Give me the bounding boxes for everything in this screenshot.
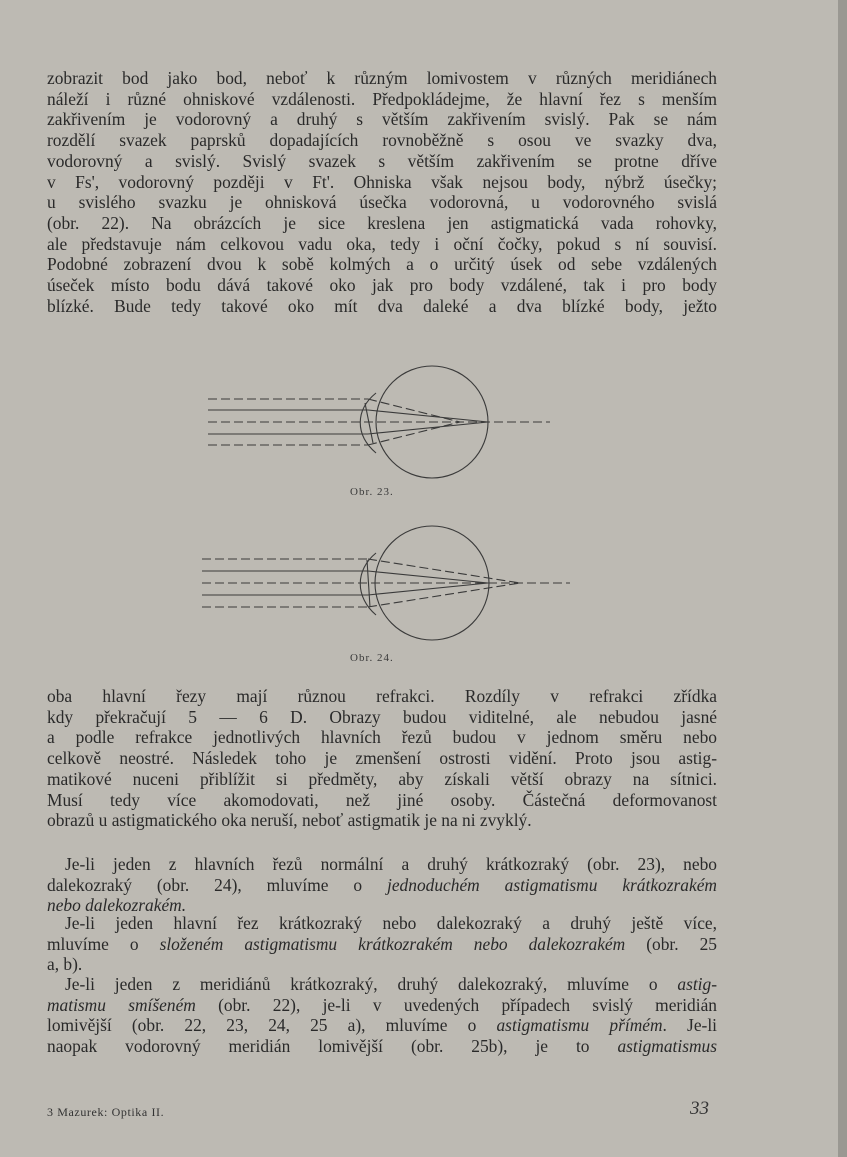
text-line: vodorovný a svislý. Svislý svazek s větším zakřivením se protne dříve [47, 150, 717, 171]
text-line [47, 1036, 717, 1057]
text-line [47, 995, 717, 1016]
paragraph-simple-astigmatism [47, 854, 717, 916]
text-line: Podobné zobrazení dvou k sobě kolmých a o určitý úsek od sebe vzdálených [47, 254, 717, 275]
paragraph-astigmatism-intro [47, 68, 717, 316]
text-line: u svislého svazku je ohnisková úsečka vodorovná, u vodorovného svislá [47, 192, 717, 213]
cornea-vertical-line [367, 560, 370, 607]
text-run: dalekozraký (obr. 24), mluvíme o [47, 874, 387, 895]
text-line: celkově neostré. Následek toho je zmenšení ostrosti vidění. Proto jsou astig- [47, 748, 717, 769]
text-line: a, b). [47, 954, 83, 975]
text-line [47, 974, 717, 995]
text-line: zobrazit bod jako bod, neboť k různým lomivostem v různých meridiánech [47, 68, 717, 88]
text-run: . Je-li [662, 1015, 717, 1036]
text-line: a podle refrakce jednotlivých hlavních řezů budou v jednom směru nebo [47, 727, 717, 748]
figure-23-eye-diagram [190, 365, 590, 480]
page-number: 33 [690, 1098, 709, 1119]
italic-term: nebo dalekozrakém. [47, 895, 187, 916]
text-line: blízké. Bude tedy takové oko mít dva daleké a dva blízké body, ježto [47, 295, 717, 316]
text-line: ale představuje nám celkovou vadu oka, tedy i oční čočky, pokud s ní souvisí. [47, 233, 717, 254]
text-run: naopak vodorovný meridián lomivější (obr. 25b), je to [47, 1036, 618, 1057]
figure-24-eye-diagram [190, 525, 590, 643]
text-run: Je-li jeden z meridiánů krátkozraký, druhý dalekozraký, mluvíme o [65, 974, 678, 994]
page-edge [838, 0, 847, 1157]
text-line: v Fs', vodorovný později v Ft'. Ohniska však nejsou body, nýbrž úsečky; [47, 171, 717, 192]
paragraph-mixed-astigmatism [47, 974, 717, 1057]
text-line: Je-li jeden hlavní řez krátkozraký nebo dalekozraký a druhý ještě více, [65, 913, 717, 933]
text-line [47, 934, 717, 955]
text-line: matikové nuceni přiblížit si předměty, aby získali větší obrazy na sítnici. [47, 768, 717, 789]
text-line: rozdělí svazek paprsků dopadajících rovnoběžně s osou ve svazky dva, [47, 130, 717, 151]
italic-term: astigmatismus [617, 1036, 717, 1057]
text-run: mluvíme o [47, 933, 160, 954]
italic-term: astig- [677, 974, 717, 994]
text-line: obrazů u astigmatického oka neruší, neboť astigmatik je na ni zvyklý. [47, 810, 532, 831]
text-run: lomivější (obr. 22, 23, 24, 25 a), mluvíme o [47, 1015, 497, 1036]
text-line: náleží i různé ohniskové vzdálenosti. Předpokládejme, že hlavní řez s menším [47, 88, 717, 109]
text-run: (obr. 22), je-li v uvedených případech svislý meridián [195, 994, 717, 1015]
text-line: Je-li jeden z hlavních řezů normální a druhý krátkozraký (obr. 23), nebo [65, 854, 717, 874]
text-line: zakřivením je vodorovný a druhý s větším zakřivením svislý. Pak se nám [47, 109, 717, 130]
italic-term: matismu smíšeném [47, 994, 196, 1015]
text-line: oba hlavní řezy mají různou refrakci. Rozdíly v refrakci zřídka [47, 686, 717, 706]
text-run: (obr. 25 [625, 933, 717, 954]
italic-term: astigmatismu přímém [496, 1015, 663, 1036]
text-line: kdy překračují 5 — 6 D. Obrazy budou viditelné, ale nebudou jasné [47, 706, 717, 727]
paragraph-refraction [47, 686, 717, 831]
cornea-vertical-line [365, 403, 373, 443]
text-line: Musí tedy více akomodovati, než jiné osoby. Částečná deformovanost [47, 789, 717, 810]
italic-term: složeném astigmatismu krátkozrakém nebo dalekozrakém [159, 933, 626, 954]
italic-term: jednoduchém astigmatismu krátkozrakém [387, 874, 717, 895]
text-line [47, 1015, 717, 1036]
figure-24-caption: Obr. 24. [350, 652, 394, 664]
text-line: úseček místo bodu dává takové oko jak pro body vzdálené, tak i pro body [47, 275, 717, 296]
footer-signature: 3 Mazurek: Optika II. [47, 1105, 165, 1119]
text-line: (obr. 22). Na obrázcích je sice kreslena jen astigmatická vada rohovky, [47, 212, 717, 233]
paragraph-compound-astigmatism [47, 913, 717, 975]
figure-23-caption: Obr. 23. [350, 486, 394, 498]
text-line [47, 875, 717, 896]
